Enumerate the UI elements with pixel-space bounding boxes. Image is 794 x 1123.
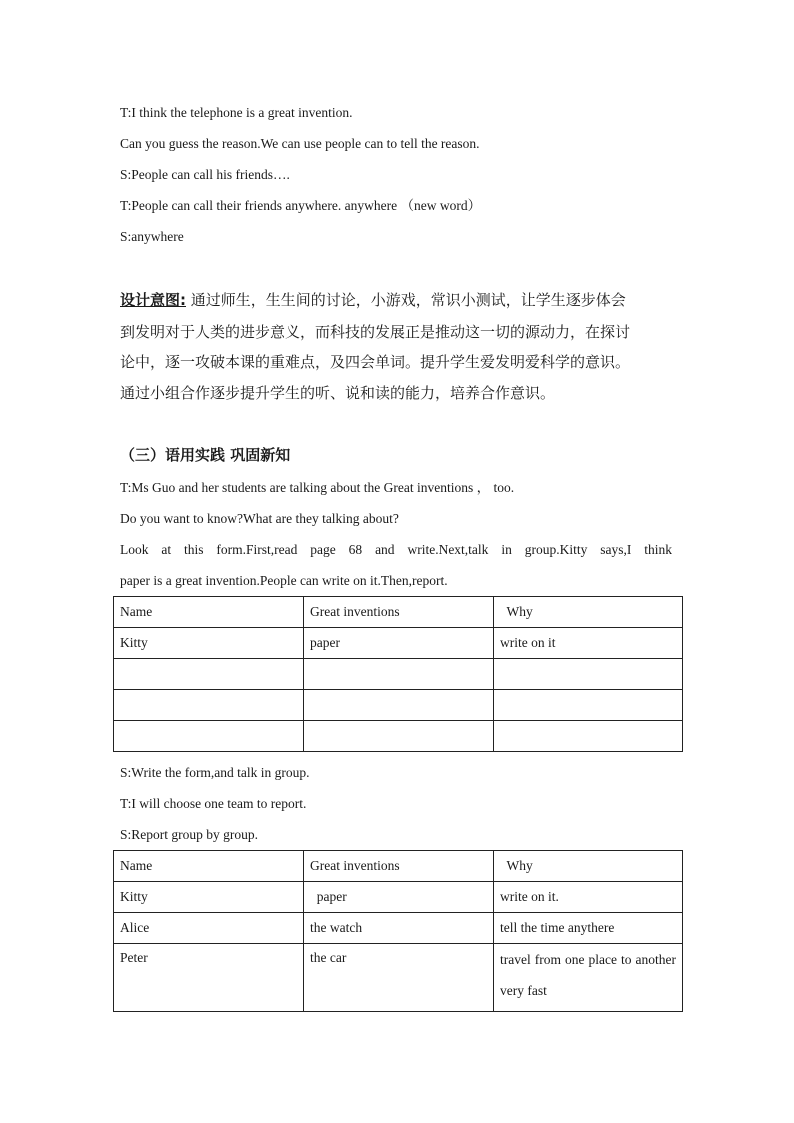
table-row (114, 628, 683, 659)
table-cell[interactable] (304, 721, 494, 752)
table-cell: Peter (114, 944, 304, 1012)
mid-dialogue-line-3: Look at this form.First,read page 68 and write.Next,talk in group.Kitty says,I think (120, 542, 672, 557)
table-cell[interactable] (304, 690, 494, 721)
table-header-row (114, 597, 683, 628)
table-cell: paper (304, 882, 494, 913)
design-intent-line-3: 论中，逐一攻破本课的重难点，及四会单词。提升学生爱发明爱科学的意识。 (120, 353, 631, 371)
table-cell[interactable] (114, 659, 304, 690)
mid-dialogue-line-4: paper is a great invention.People can write on it.Then,report. (120, 573, 448, 588)
dialogue-line-3: S:People can call his friends…. (120, 167, 290, 182)
table-row (114, 882, 683, 913)
table-cell[interactable] (114, 690, 304, 721)
mid-dialogue-line-2: Do you want to know?What are they talking about? (120, 511, 399, 526)
dialogue-line-2: Can you guess the reason.We can use people can to tell the reason. (120, 136, 480, 151)
dialogue-line-1: T:I think the telephone is a great invention. (120, 105, 353, 120)
table-header-name: Name (114, 597, 304, 628)
dialogue-line-4: T:People can call their friends anywhere. anywhere （new word） (120, 198, 482, 213)
design-intent-line-1 (120, 290, 626, 310)
table-header-inventions: Great inventions (304, 851, 494, 882)
table-header-why: Why (494, 851, 683, 882)
design-intent-line-4: 通过小组合作逐步提升学生的听、说和读的能力，培养合作意识。 (120, 384, 556, 402)
bottom-dialogue-line-2: T:I will choose one team to report. (120, 796, 307, 811)
table-cell: tell the time anythere (494, 913, 683, 944)
table-row (114, 913, 683, 944)
table-header-row (114, 851, 683, 882)
table-row (114, 721, 683, 752)
table-row (114, 944, 683, 1012)
table-header-name: Name (114, 851, 304, 882)
table-cell: Kitty (114, 882, 304, 913)
table-row (114, 659, 683, 690)
table-header-inventions: Great inventions (304, 597, 494, 628)
table-cell[interactable] (494, 659, 683, 690)
table-cell: write on it. (494, 882, 683, 913)
table-cell: paper (304, 628, 494, 659)
table-cell: write on it (494, 628, 683, 659)
table-cell[interactable] (304, 659, 494, 690)
mid-dialogue-line-1: T:Ms Guo and her students are talking about the Great inventions ， too. (120, 480, 515, 495)
table-cell: the car (304, 944, 494, 1012)
design-intent-line-2: 到发明对于人类的进步意义，而科技的发展正是推动这一切的源动力，在探讨 (120, 323, 631, 341)
inventions-form-table (113, 596, 683, 752)
dialogue-line-5: S:anywhere (120, 229, 184, 244)
table-cell: travel from one place to another very fast (494, 944, 683, 1012)
table-cell: Kitty (114, 628, 304, 659)
bottom-dialogue-line-1: S:Write the form,and talk in group. (120, 765, 310, 780)
report-table (113, 850, 683, 1012)
table-cell[interactable] (494, 690, 683, 721)
section-heading: （三）语用实践 巩固新知 (120, 446, 291, 464)
table-cell[interactable] (494, 721, 683, 752)
design-intent-label: 设计意图: (120, 291, 186, 309)
table-header-why: Why (494, 597, 683, 628)
design-intent-text-1: 通过师生，生生间的讨论，小游戏，常识小测试，让学生逐步体会 (186, 291, 626, 309)
table-row (114, 690, 683, 721)
table-cell: Alice (114, 913, 304, 944)
bottom-dialogue-line-3: S:Report group by group. (120, 827, 258, 842)
table-cell: the watch (304, 913, 494, 944)
table-cell[interactable] (114, 721, 304, 752)
